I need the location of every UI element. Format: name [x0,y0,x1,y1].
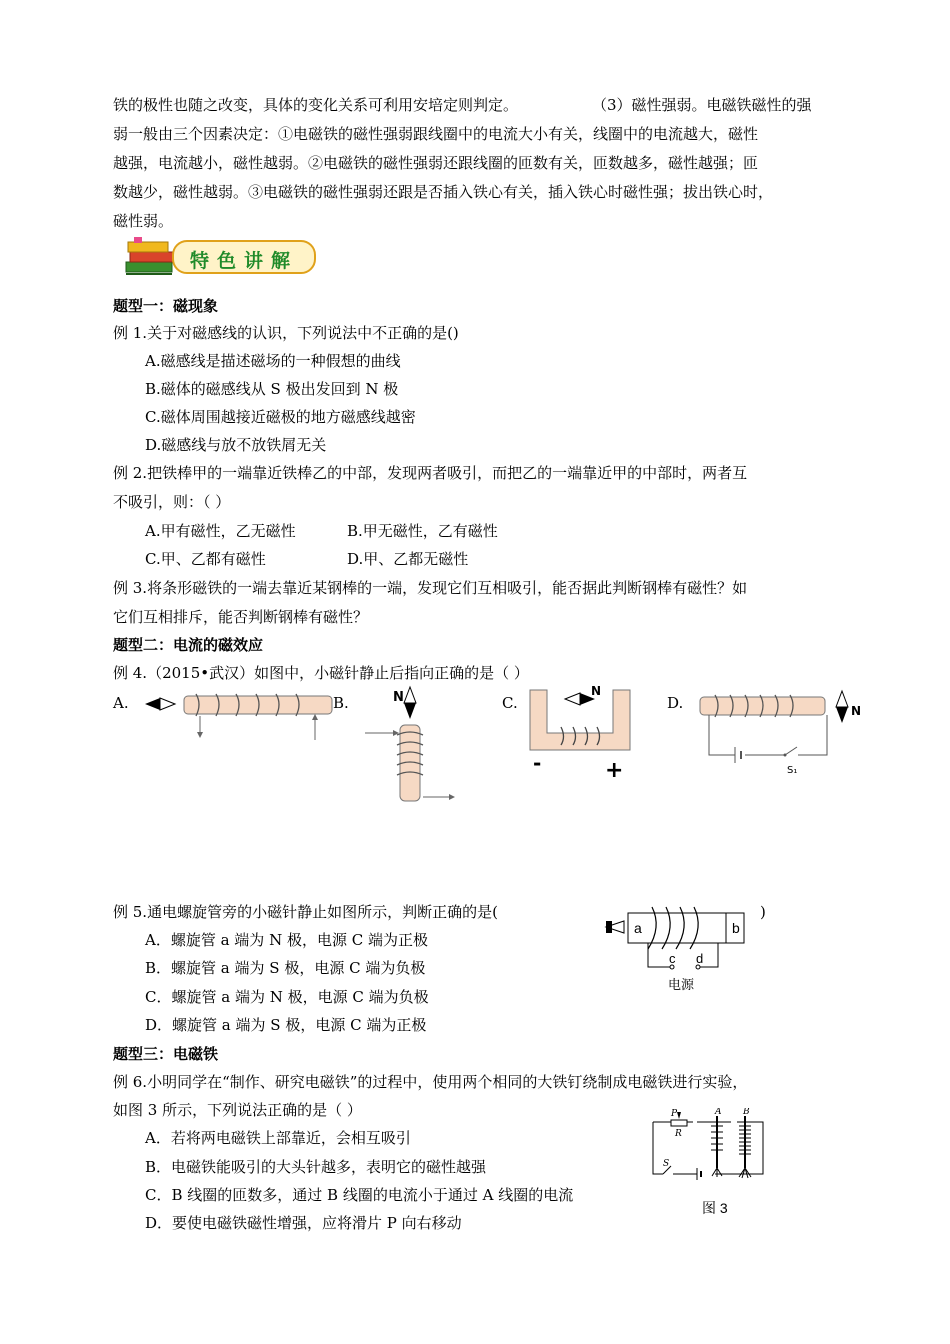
ex6-figure-caption: 图 3 [702,1200,728,1216]
banner-box [172,240,316,274]
intro-line-3: 越强，电流越小，磁性越弱。②电磁铁的磁性强弱还跟线圈的匝数有关，匝数越多，磁性越强；匝 [113,154,759,172]
ex2-question-2: 不吸引，则：（ ） [113,493,231,511]
ex6-option-d: D．要使电磁铁磁性增强，应将滑片 P 向右移动 [145,1214,462,1232]
ex2-option-c: C.甲、乙都有磁性 [145,550,266,568]
feature-banner [122,236,317,278]
ex5-option-d: D．螺旋管 a 端为 S 极，电源 C 端为正极 [145,1016,427,1034]
ex4-label-c: C. [502,694,518,712]
ex6-label-b: B [743,1108,750,1117]
ex6-option-b: B．电磁铁能吸引的大头针越多，表明它的磁性越强 [145,1158,487,1176]
ex5-question-end: ) [760,903,766,921]
ex3-question-1: 例 3.将条形磁铁的一端去靠近某钢棒的一端，发现它们互相吸引，能否据此判断钢棒有磁性？如 [113,579,748,597]
ex5-label-a: a [634,920,642,936]
ex5-option-b: B．螺旋管 a 端为 S 极，电源 C 端为负极 [145,959,426,977]
ex6-question-2: 如图 3 所示，下列说法正确的是（ ） [113,1101,362,1119]
section2-heading: 题型二：电流的磁效应 [113,636,264,654]
ex5-option-a: A．螺旋管 a 端为 N 极，电源 C 端为正极 [145,931,428,949]
intro-line-4: 数越少，磁性越弱。③电磁铁的磁性强弱还跟是否插入铁心有关，插入铁心时磁性强；拔出铁心时， [113,183,774,201]
ex6-label-p: P [671,1109,678,1119]
ex1-option-a: A.磁感线是描述磁场的一种假想的曲线 [145,352,401,370]
ex6-option-c: C．B 线圈的匝数多，通过 B 线圈的电流小于通过 A 线圈的电流 [145,1186,574,1204]
ex6-question-1: 例 6.小明同学在“制作、研究电磁铁”的过程中，使用两个相同的大铁钉绕制成电磁铁进行实验， [113,1073,748,1091]
ex4-label-a: A. [113,694,129,712]
intro-line-5: 磁性弱。 [113,212,174,230]
ex4-figure-a [140,690,340,750]
ex6-figure [645,1108,770,1183]
ex4-question: 例 4.（2015•武汉）如图中，小磁针静止后指向正确的是（ ） [113,664,529,682]
ex2-option-d: D.甲、乙都无磁性 [347,550,469,568]
ex5-label-b: b [732,920,740,936]
section1-heading: 题型一：磁现象 [113,297,219,315]
ex4-d-switch-label: S₁ [787,765,798,775]
ex6-label-a: A [715,1108,722,1117]
ex4-c-minus: - [533,751,542,775]
intro-line-1a: 铁的极性也随之改变，具体的变化关系可利用安培定则判定。 [113,96,519,114]
section3-heading: 题型三：电磁铁 [113,1045,219,1063]
intro-line-2: 弱一般由三个因素决定：①电磁铁的磁性强弱跟线圈中的电流大小有关，线圈中的电流越大，磁性 [113,125,759,143]
ex4-d-n-label: N [851,704,862,718]
ex4-b-n-label: N [393,690,404,705]
ex1-option-b: B.磁体的磁感线从 S 极出发回到 N 极 [145,380,399,398]
ex1-question: 例 1.关于对磁感线的认识，下列说法中不正确的是() [113,324,459,342]
ex2-option-b: B.甲无磁性，乙有磁性 [347,522,498,540]
ex4-label-b: B. [333,694,349,712]
ex5-label-d: d [696,951,704,966]
ex4-figure-c [525,685,645,785]
intro-line-1b: （3）磁性强弱。电磁铁磁性的强 [592,96,812,114]
ex5-question: 例 5.通电螺旋管旁的小磁针静止如图所示，判断正确的是( [113,903,498,921]
ex2-question-1: 例 2.把铁棒甲的一端靠近铁棒乙的中部，发现两者吸引，而把乙的一端靠近甲的中部时，两者互 [113,464,748,482]
ex6-label-s: S [663,1159,670,1169]
ex5-label-c: c [669,951,676,966]
banner-title: 特色讲解 [189,250,298,272]
ex5-option-c: C．螺旋管 a 端为 N 极，电源 C 端为负极 [145,988,429,1006]
ex5-power-label: 电源 [668,978,695,993]
ex4-figure-d [695,685,870,775]
ex1-option-c: C.磁体周围越接近磁极的地方磁感线越密 [145,408,416,426]
ex6-label-r: R [675,1129,682,1139]
ex4-c-plus: + [605,758,624,783]
ex3-question-2: 它们互相排斥，能否判断钢棒有磁性？ [113,608,369,626]
ex1-option-d: D.磁感线与放不放铁屑无关 [145,436,327,454]
ex4-c-n-label: N [591,685,602,698]
ex4-figure-b [355,685,465,815]
ex6-option-a: A．若将两电磁铁上部靠近，会相互吸引 [145,1129,411,1147]
ex4-label-d: D. [667,694,684,712]
ex2-option-a: A.甲有磁性，乙无磁性 [145,522,296,540]
ex5-figure [600,905,760,1000]
